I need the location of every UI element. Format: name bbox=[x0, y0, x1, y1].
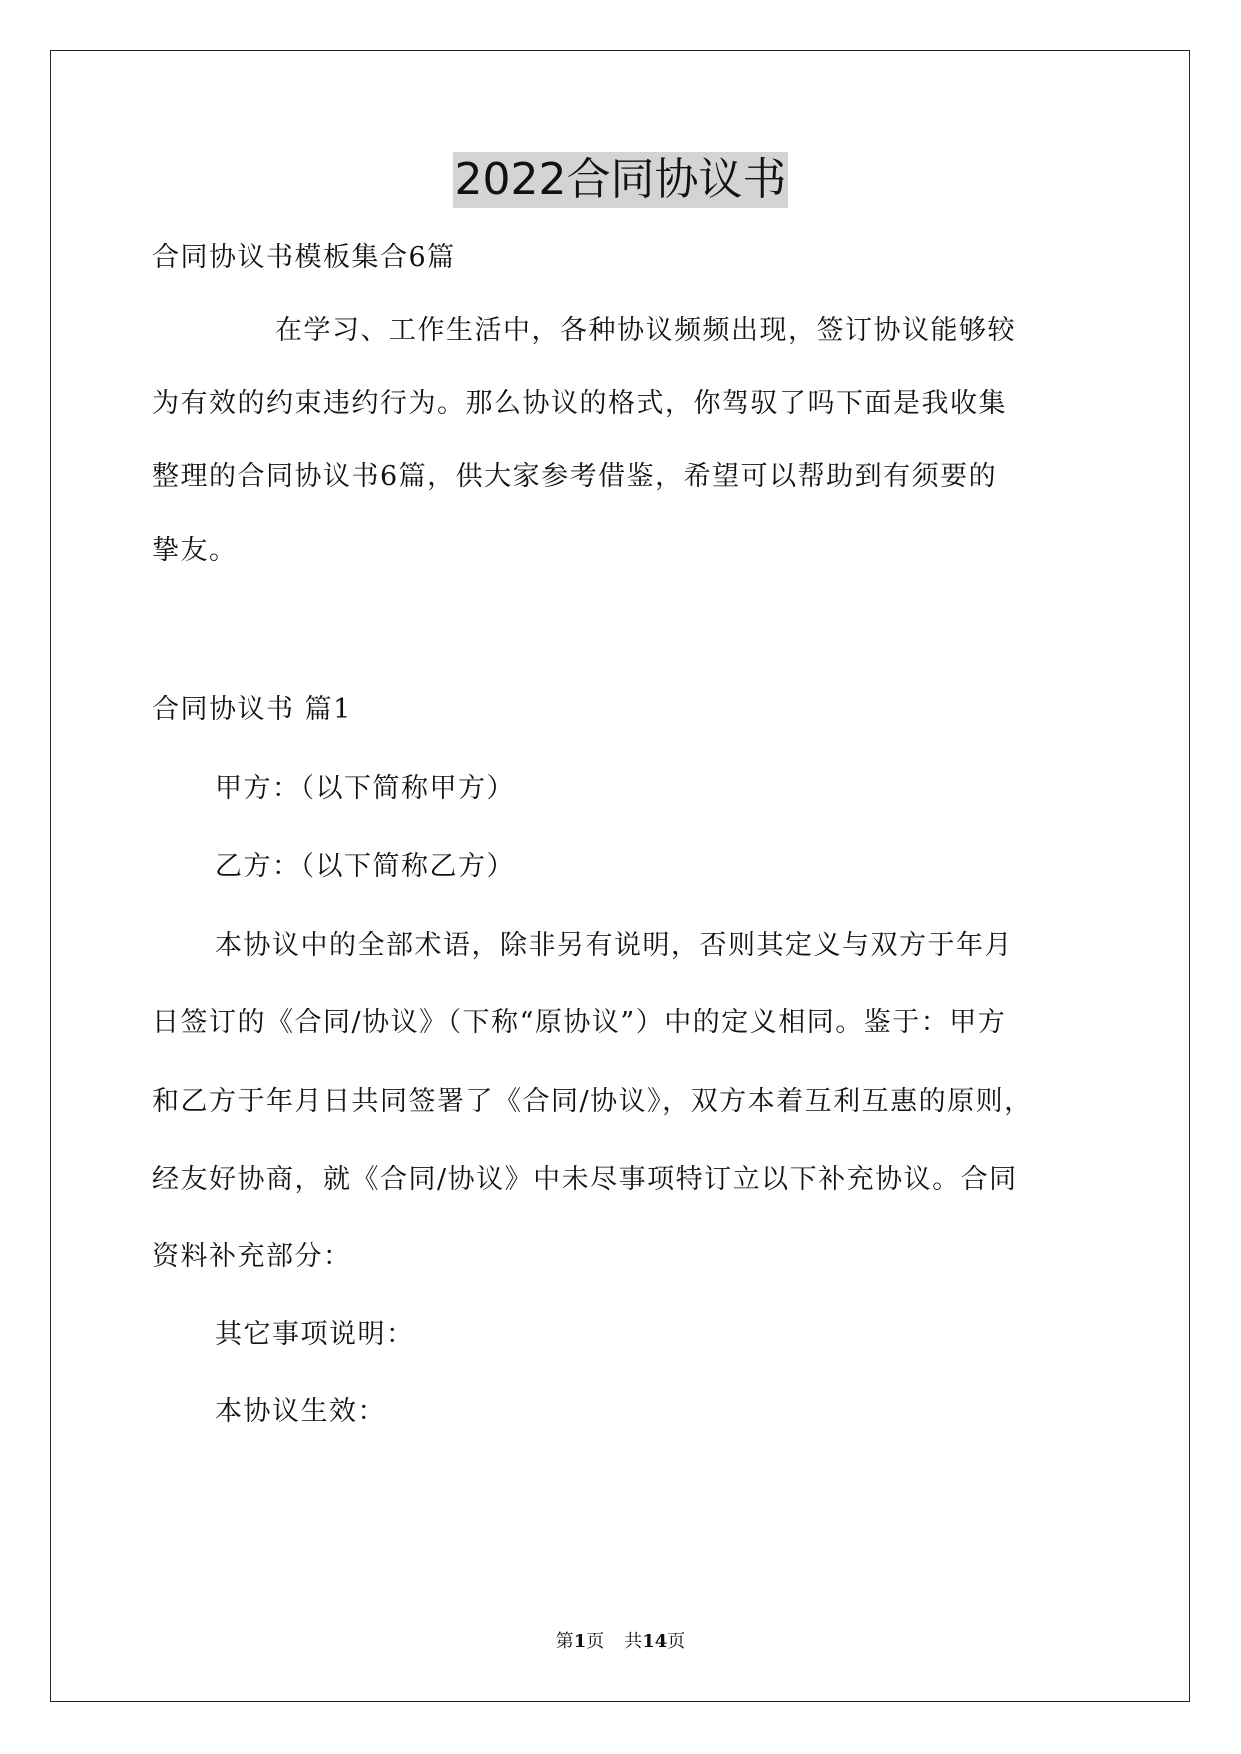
page-prefix: 第 bbox=[555, 1631, 574, 1652]
section-heading: 合同协议书 篇1 bbox=[152, 694, 352, 725]
intro-line-1: 在学习、工作生活中，各种协议频频出现，签订协议能够较 bbox=[275, 315, 1016, 346]
effective-line: 本协议生效： bbox=[215, 1396, 386, 1427]
body-line-5: 资料补充部分： bbox=[152, 1241, 352, 1272]
document-title: 2022合同协议书 bbox=[453, 152, 789, 208]
total-suffix: 页 bbox=[667, 1631, 686, 1652]
body-line-3: 和乙方于年月日共同签署了《合同/协议》，双方本着互利互惠的原则， bbox=[152, 1086, 1033, 1117]
other-matters-line: 其它事项说明： bbox=[215, 1319, 415, 1350]
body-line-2: 日签订的《合同/协议》（下称“原协议”）中的定义相同。鉴于：甲方 bbox=[152, 1007, 1007, 1038]
document-subtitle: 合同协议书模板集合6篇 bbox=[152, 242, 456, 273]
page-suffix: 页 bbox=[586, 1631, 605, 1652]
party-a-line: 甲方：（以下简称甲方） bbox=[215, 773, 515, 804]
party-b-line: 乙方：（以下简称乙方） bbox=[215, 851, 515, 882]
intro-line-4: 挚友。 bbox=[152, 535, 238, 566]
page-number: 1 bbox=[573, 1631, 587, 1652]
title-container bbox=[0, 152, 1241, 208]
body-line-4: 经友好协商，就《合同/协议》中未尽事项特订立以下补充协议。合同 bbox=[152, 1164, 1018, 1195]
total-prefix: 共 bbox=[624, 1631, 643, 1652]
body-line-1: 本协议中的全部术语，除非另有说明，否则其定义与双方于年月 bbox=[215, 930, 1013, 961]
intro-line-3: 整理的合同协议书6篇，供大家参考借鉴，希望可以帮助到有须要的 bbox=[152, 461, 998, 492]
total-pages: 14 bbox=[642, 1631, 668, 1652]
page-footer bbox=[0, 1630, 1241, 1654]
intro-line-2: 为有效的约束违约行为。那么协议的格式，你驾驭了吗下面是我收集 bbox=[152, 388, 1007, 419]
